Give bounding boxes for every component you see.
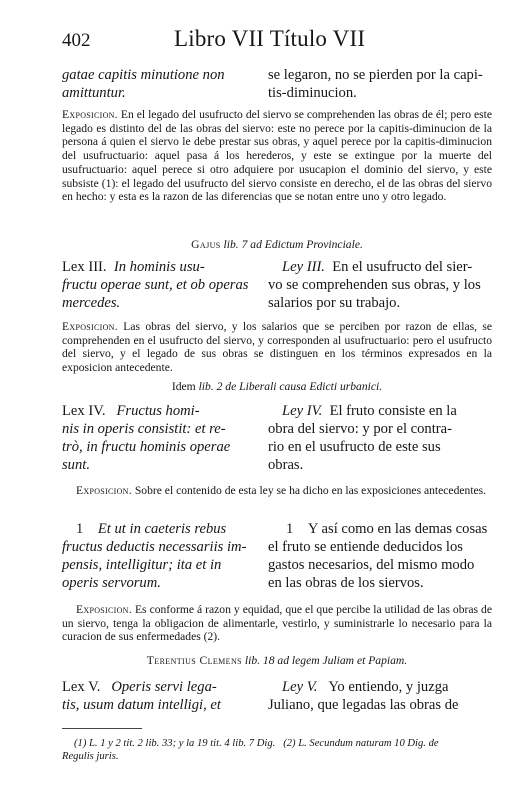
paragraph-1-latin	[62, 520, 258, 592]
text-line: vo se comprehenden sus obras, y los	[268, 277, 481, 293]
lex-number: Lex III.	[62, 259, 107, 275]
footnote-line	[62, 738, 492, 751]
source-reference: lib. 18 ad legem Juliam et Papiam.	[244, 654, 408, 667]
source-reference: lib. 7 ad Edictum Provinciale.	[223, 238, 363, 251]
text-line: tis-diminucion.	[268, 85, 357, 101]
paragraph-number: 1	[286, 521, 294, 537]
lex-number: Lex V.	[62, 679, 101, 695]
lex-iii-latin	[62, 258, 258, 312]
exposicion-paragraph	[62, 108, 492, 204]
lex-v-spanish	[268, 678, 492, 714]
footnotes	[62, 738, 492, 763]
exposicion-label: Exposicion.	[76, 484, 132, 497]
latin-continuation	[62, 66, 258, 102]
source-author: Idem	[171, 380, 196, 393]
text-line: Y así como en las demas cosas	[307, 521, 488, 537]
footnote-rule	[62, 728, 142, 729]
text-line: fructu operae sunt, et ob operas	[62, 277, 249, 293]
text-line: fructus deductis necessariis im-	[62, 539, 247, 555]
source-author: Terentius Clemens	[146, 654, 242, 667]
text-line: el fruto se entiende deducidos los	[268, 539, 463, 555]
paragraph-number: 1	[76, 521, 84, 537]
text-line: se legaron, no se pierden por la capi-	[268, 67, 483, 83]
source-citation	[62, 380, 492, 393]
ley-number: Ley V.	[282, 679, 318, 695]
page-header	[62, 26, 492, 56]
exposicion-label: Exposicion.	[76, 603, 132, 616]
source-reference: lib. 2 de Liberali causa Edicti urbanici.	[198, 380, 383, 393]
lex-iii-spanish	[268, 258, 492, 312]
text-line: sunt.	[62, 457, 90, 473]
text-line: amittuntur.	[62, 85, 126, 101]
text-line: salarios por su trabajo.	[268, 295, 401, 311]
ley-number: Ley IV.	[282, 403, 323, 419]
ley-number: Ley III.	[282, 259, 325, 275]
text-line: rio en el usufructo de este sus	[268, 439, 441, 455]
text-line: trò, in fructu hominis operae	[62, 439, 231, 455]
text-line: en las obras de los siervos.	[268, 575, 424, 591]
lex-iv-spanish	[268, 402, 492, 474]
text-line: El fruto consiste en la	[329, 403, 457, 419]
text-line: gastos necesarios, del mismo modo	[268, 557, 475, 573]
text-line: obra del siervo: y por el contra-	[268, 421, 452, 437]
text-line: Yo entiendo, y juzga	[328, 679, 449, 695]
exposicion-paragraph	[62, 320, 492, 375]
text-line: gatae capitis minutione non	[62, 67, 225, 83]
paragraph-1-spanish	[268, 520, 492, 592]
text-line: obras.	[268, 457, 304, 473]
text-line: mercedes.	[62, 295, 121, 311]
lex-v-latin	[62, 678, 258, 714]
source-citation	[62, 654, 492, 667]
lex-iv-latin	[62, 402, 258, 474]
text-line: tis, usum datum intelligi, et	[62, 697, 221, 713]
text-line: operis servorum.	[62, 575, 161, 591]
text-line: Fructus homi-	[116, 403, 200, 419]
text-line: Operis servi lega-	[111, 679, 217, 695]
text-line: En el usufructo del sier-	[332, 259, 473, 275]
text-line: pensis, intelligitur; ita et in	[62, 557, 222, 573]
page-number: 402	[62, 30, 91, 51]
exposicion-label: Exposicion.	[62, 108, 118, 121]
running-title: Libro VII Título VII	[174, 26, 366, 51]
exposicion-text: En el legado del usufructo del siervo se comprehenden las obras de él; pero este legado es distinto del de las obras del siervo: este no perece por la capitis-diminucion de la persona á quien el siervo le debe prestar sus obras, y aquel perece por la capitis-diminucion del usufructuario: aquel pasa á los herederos, y este se extingue por la muerte del usufructuario: aquel perece si otro adquiere por usucapion el dominio del siervo, y este subsiste (1): el legado del usufructo del siervo consiste en derecho, el de las obras del siervo en hecho: y esta es la razon de las diferencias que se notan entre uno y otro legado.	[62, 108, 492, 204]
exposicion-label: Exposicion.	[62, 320, 118, 333]
source-author: Gajus	[191, 238, 221, 251]
footnote-1: (1) L. 1 y 2 tit. 2 lib. 33; y la 19 tit. 4 lib. 7 Dig.	[74, 738, 276, 749]
exposicion-paragraph	[62, 484, 492, 498]
exposicion-text: Es conforme á razon y equidad, que el que percibe la utilidad de las obras de un siervo, tenga la obligacion de alimentarle, vestirlo, y suministrarle lo necesario para la curacion de sus enfermedades (2).	[62, 603, 492, 644]
lex-number: Lex IV.	[62, 403, 106, 419]
exposicion-paragraph	[62, 603, 492, 644]
text-line: Juliano, que legadas las obras de	[268, 697, 459, 713]
footnote-line: Regulis juris.	[62, 750, 119, 762]
exposicion-text: Sobre el contenido de esta ley se ha dicho en las exposiciones antecedentes.	[134, 484, 487, 497]
text-line: In hominis usu-	[113, 259, 205, 275]
text-line: nis in operis consistit: et re-	[62, 421, 226, 437]
source-citation	[62, 238, 492, 251]
text-line: Et ut in caeteris rebus	[97, 521, 227, 537]
exposicion-text: Las obras del siervo, y los salarios que se perciben por razon de ellas, se comprehenden en el usufructo del siervo, y corresponden al usufructuario: pero el usufructo del siervo, y el legado de sus obras se distinguen en los términos expresados en la exposicion antecedente.	[62, 320, 492, 375]
footnote-2: (2) L. Secundum naturam 10 Dig. de	[283, 738, 439, 749]
spanish-continuation	[268, 66, 492, 102]
